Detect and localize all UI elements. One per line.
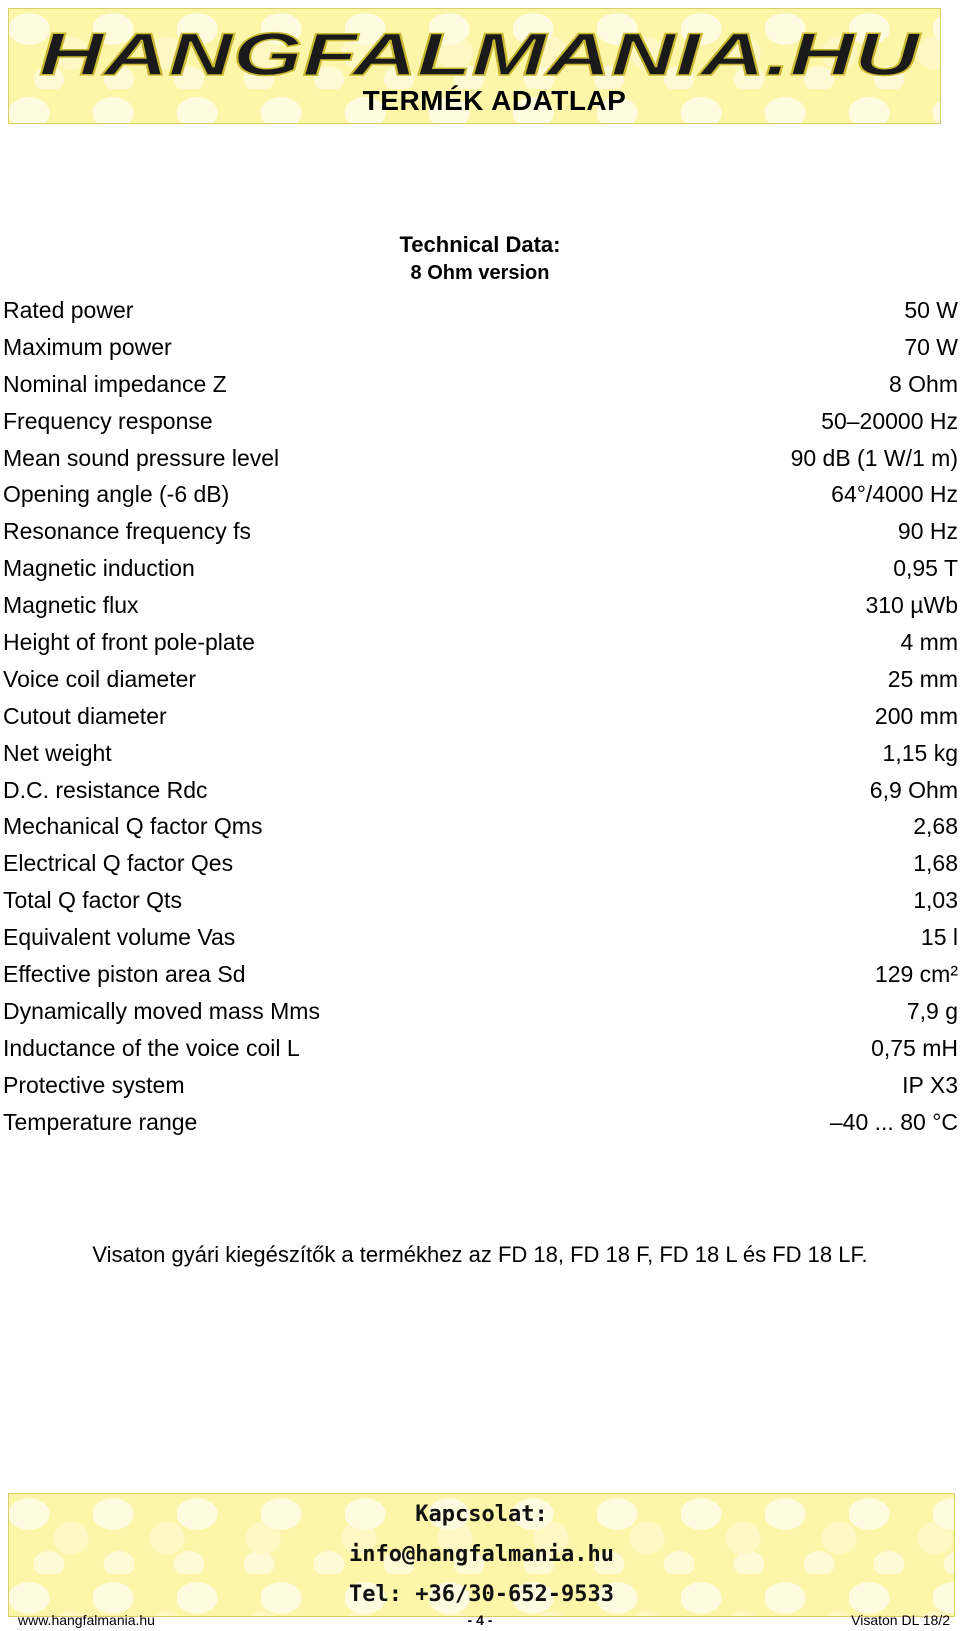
spec-label: Total Q factor Qts bbox=[3, 887, 182, 914]
logo-text: HANGFALMANIA.HU bbox=[39, 23, 922, 85]
spec-row bbox=[3, 366, 958, 403]
spec-value: 0,75 mH bbox=[871, 1034, 958, 1061]
spec-label: Maximum power bbox=[3, 333, 172, 360]
spec-value: 50 W bbox=[904, 297, 958, 323]
spec-value: IP X3 bbox=[902, 1071, 958, 1098]
spec-label: Voice coil diameter bbox=[3, 665, 197, 692]
spec-label: Temperature range bbox=[3, 1108, 198, 1135]
spec-label: Height of front pole-plate bbox=[3, 629, 255, 656]
spec-label: Inductance of the voice coil L bbox=[3, 1034, 300, 1061]
accessory-note: Visaton gyári kiegészítők a termékhez az FD 18, FD 18 F, FD 18 L és FD 18 LF. bbox=[92, 1242, 868, 1267]
spec-value: 90 dB (1 W/1 m) bbox=[790, 444, 958, 471]
spec-label: Protective system bbox=[3, 1071, 185, 1098]
spec-value: 25 mm bbox=[887, 665, 958, 692]
spec-row bbox=[3, 440, 958, 477]
technical-data-title: Technical Data: bbox=[399, 232, 561, 257]
spec-value: 90 Hz bbox=[897, 518, 958, 545]
spec-label: Frequency response bbox=[3, 407, 213, 434]
spec-label: Mechanical Q factor Qms bbox=[3, 813, 263, 840]
spec-label: Mean sound pressure level bbox=[3, 444, 280, 471]
spec-table bbox=[3, 292, 958, 1140]
spec-label: Dynamically moved mass Mms bbox=[3, 997, 320, 1024]
spec-label: Equivalent volume Vas bbox=[3, 924, 236, 951]
spec-row bbox=[3, 292, 958, 329]
spec-row bbox=[3, 476, 958, 513]
spec-row bbox=[3, 735, 958, 772]
spec-row bbox=[3, 845, 958, 882]
spec-value: 6,9 Ohm bbox=[869, 776, 958, 803]
spec-value: –40 ... 80 °C bbox=[829, 1108, 958, 1135]
spec-value: 70 W bbox=[904, 333, 958, 360]
spec-row bbox=[3, 403, 958, 440]
header-banner bbox=[8, 8, 941, 124]
spec-row bbox=[3, 587, 958, 624]
contact-email[interactable]: info@hangfalmania.hu bbox=[349, 1542, 614, 1567]
spec-row bbox=[3, 1104, 958, 1141]
spec-row bbox=[3, 919, 958, 956]
spec-value: 310 µWb bbox=[865, 592, 958, 619]
spec-row bbox=[3, 1030, 958, 1067]
contact-banner bbox=[8, 1493, 955, 1617]
spec-label: Effective piston area Sd bbox=[3, 961, 246, 988]
spec-label: Opening angle (-6 dB) bbox=[3, 481, 230, 508]
footer-page-number: - 4 - bbox=[467, 1612, 493, 1628]
spec-value: 2,68 bbox=[913, 813, 958, 840]
spec-value: 7,9 g bbox=[906, 997, 958, 1024]
spec-value: 8 Ohm bbox=[888, 370, 958, 397]
spec-row bbox=[3, 808, 958, 845]
spec-value: 129 cm² bbox=[874, 961, 958, 988]
contact-phone: Tel: +36/30-652-9533 bbox=[349, 1582, 614, 1607]
spec-value: 4 mm bbox=[900, 629, 958, 656]
spec-value: 200 mm bbox=[874, 702, 958, 729]
spec-row bbox=[3, 661, 958, 698]
spec-row bbox=[3, 993, 958, 1030]
spec-value: 15 l bbox=[920, 924, 958, 951]
spec-row bbox=[3, 550, 958, 587]
spec-row bbox=[3, 329, 958, 366]
spec-row bbox=[3, 513, 958, 550]
contact-heading: Kapcsolat: bbox=[415, 1502, 548, 1527]
spec-label: Nominal impedance Z bbox=[3, 370, 227, 397]
spec-label: Magnetic flux bbox=[3, 592, 139, 619]
spec-label: Net weight bbox=[3, 739, 112, 766]
spec-value: 1,03 bbox=[913, 887, 958, 914]
spec-row bbox=[3, 1067, 958, 1104]
spec-value: 1,15 kg bbox=[882, 739, 958, 766]
page-title: TERMÉK ADATLAP bbox=[362, 85, 627, 116]
spec-row bbox=[3, 624, 958, 661]
spec-label: Magnetic induction bbox=[3, 555, 195, 582]
hangfalmania-logo bbox=[29, 23, 929, 85]
spec-label: Cutout diameter bbox=[3, 702, 167, 729]
spec-row bbox=[3, 882, 958, 919]
spec-value: 50–20000 Hz bbox=[821, 407, 958, 434]
spec-label: Electrical Q factor Qes bbox=[3, 850, 234, 877]
spec-row bbox=[3, 698, 958, 735]
page-footer bbox=[0, 1609, 960, 1631]
spec-label: Resonance frequency fs bbox=[3, 518, 252, 545]
spec-row bbox=[3, 956, 958, 993]
footer-website-link[interactable]: www.hangfalmania.hu bbox=[18, 1612, 155, 1628]
spec-label: Rated power bbox=[3, 297, 134, 323]
spec-row bbox=[3, 772, 958, 809]
spec-value: 0,95 T bbox=[893, 555, 958, 582]
spec-value: 1,68 bbox=[913, 850, 958, 877]
technical-data-subtitle: 8 Ohm version bbox=[410, 262, 550, 284]
spec-value: 64°/4000 Hz bbox=[831, 481, 958, 508]
footer-product-name: Visaton DL 18/2 bbox=[851, 1612, 950, 1628]
spec-label: D.C. resistance Rdc bbox=[3, 776, 208, 803]
